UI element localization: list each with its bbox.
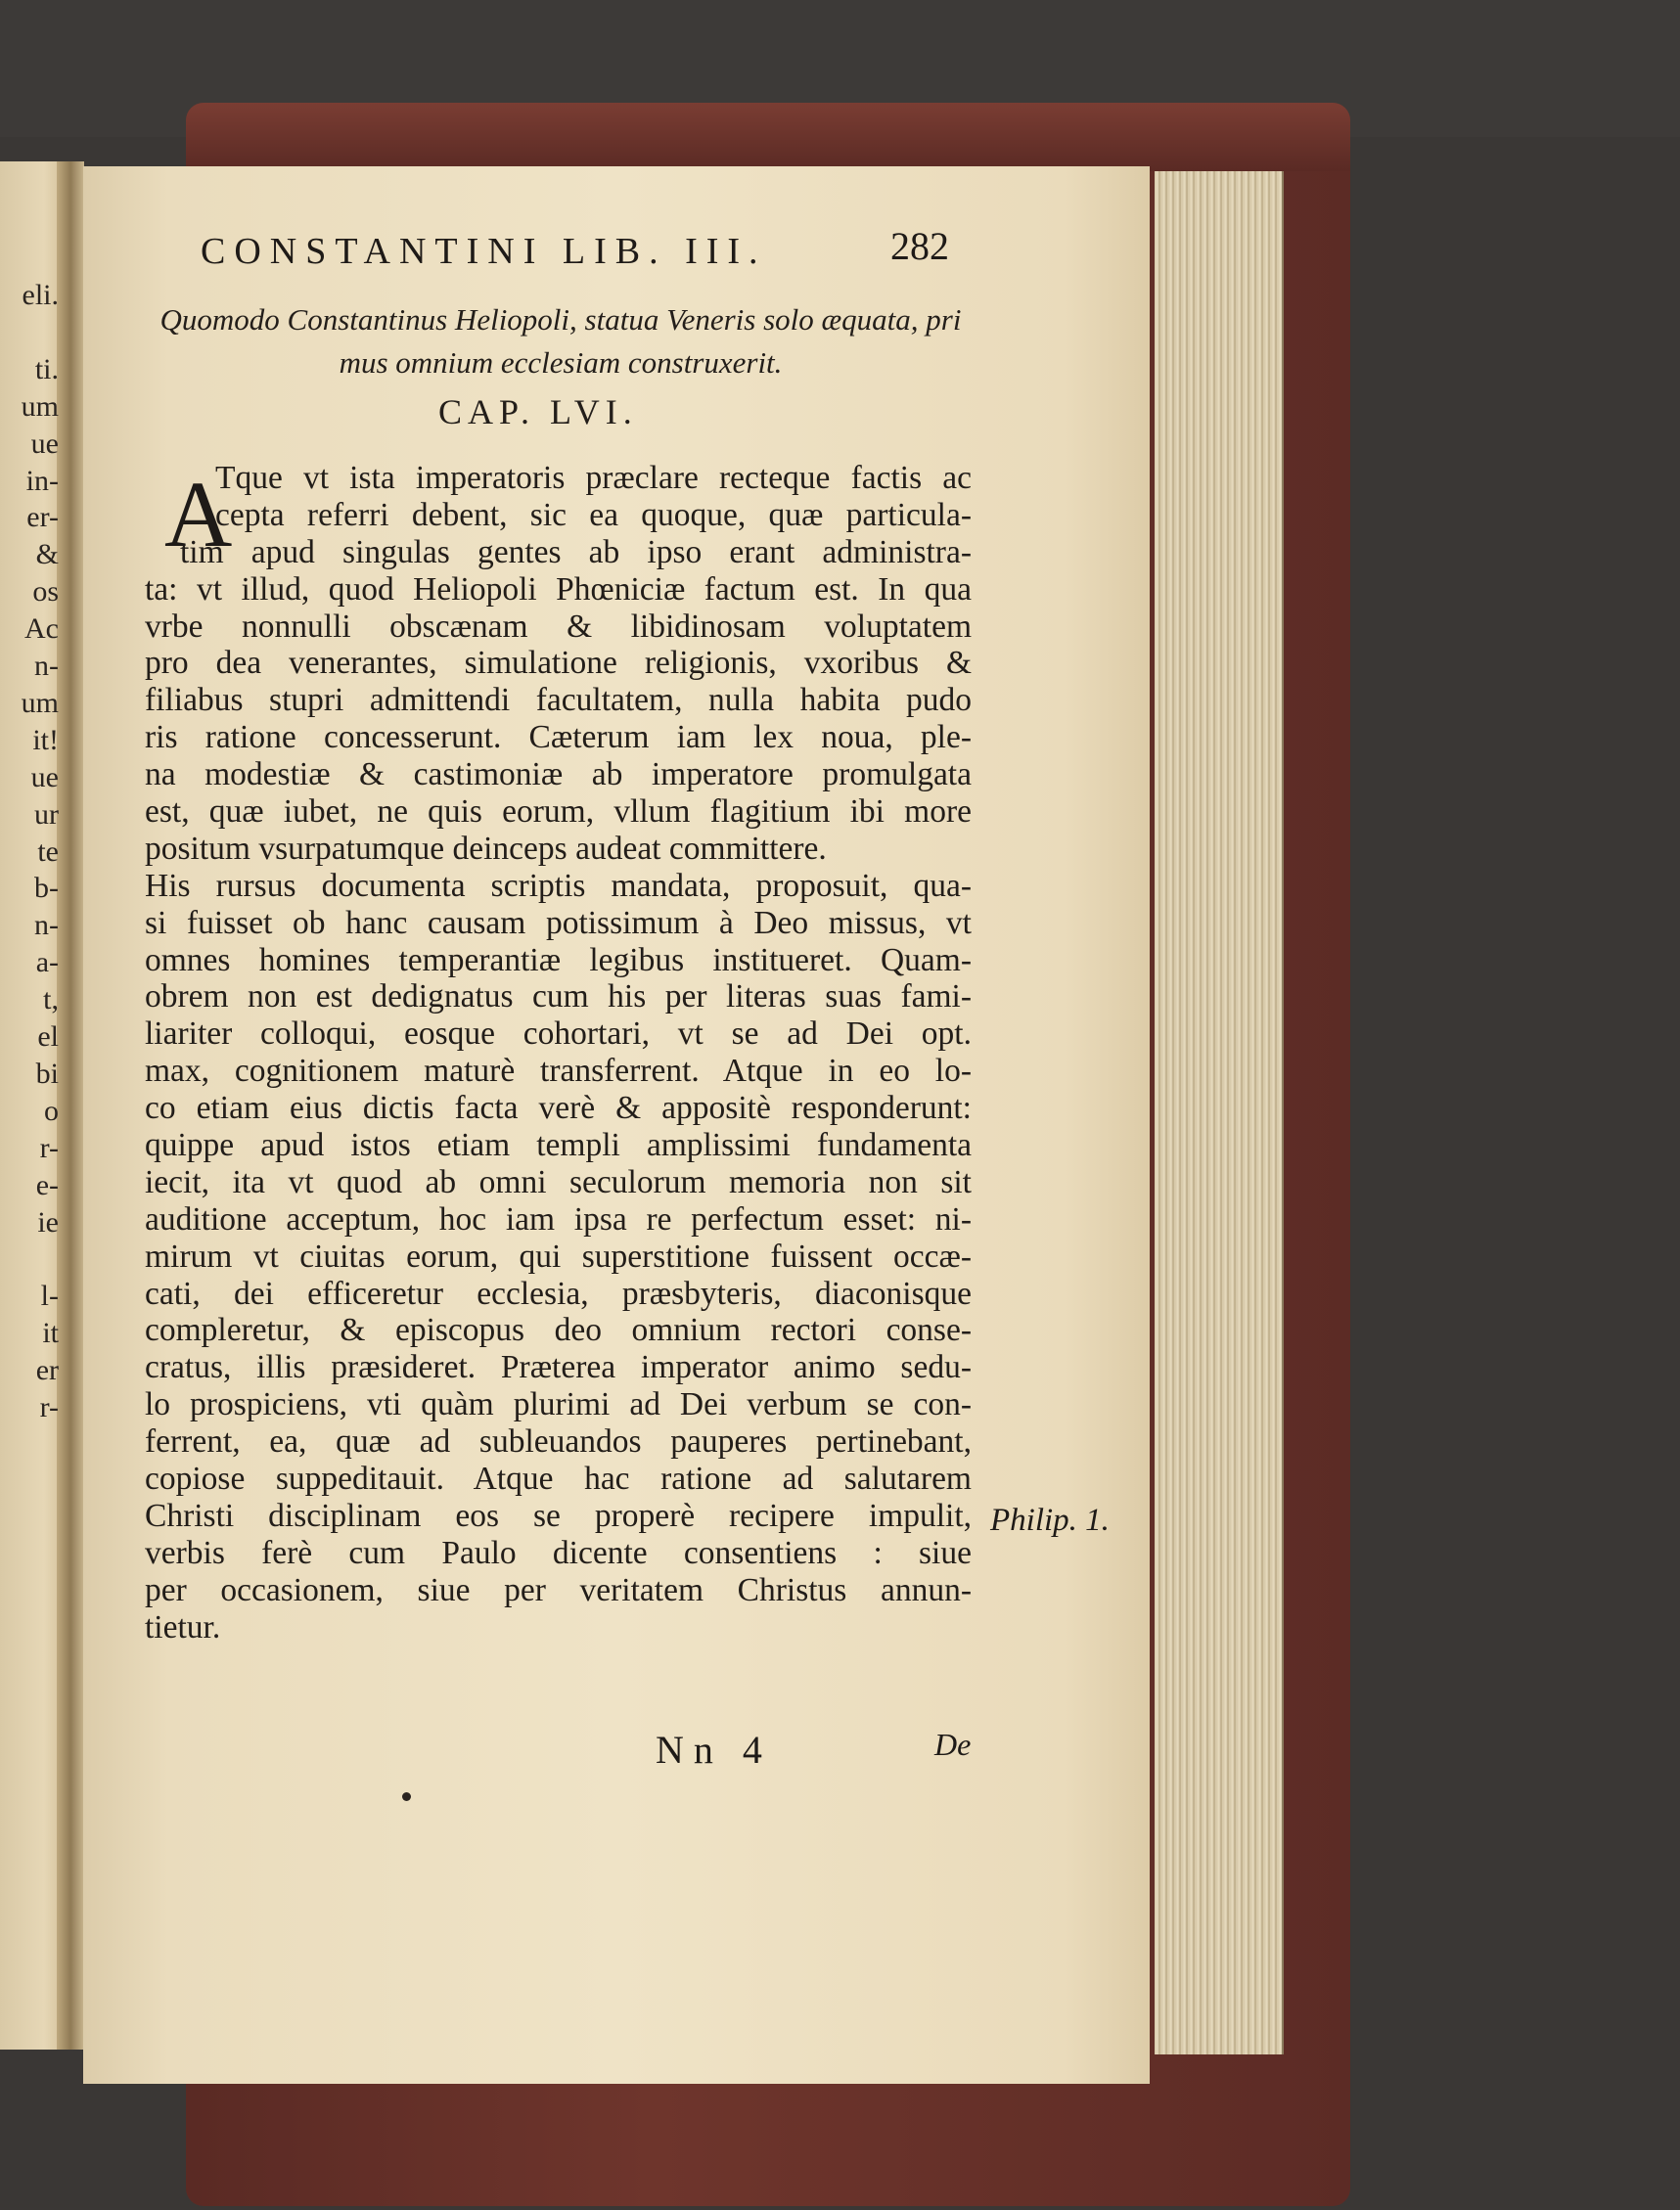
body-line: cepta referri debent, sic ea quoque, quæ particula- bbox=[215, 496, 972, 533]
chapter-title-line: Quomodo Constantinus Heliopoli, statua Veneris solo æquata, pri bbox=[159, 302, 962, 337]
body-line: auditione acceptum, hoc iam ipsa re perfectum esset: ni- bbox=[145, 1200, 972, 1238]
catchword: De bbox=[934, 1727, 972, 1762]
left-page-fragment: um bbox=[21, 686, 59, 719]
body-line: ris ratione concesserunt. Cæterum iam lex noua, ple- bbox=[145, 719, 972, 756]
left-page-fragment: te bbox=[37, 834, 59, 868]
left-page-fragment: n- bbox=[34, 909, 59, 942]
body-line: pro dea venerantes, simulatione religionis, vxoribus & bbox=[145, 645, 972, 682]
left-page-fragment: e- bbox=[35, 1168, 59, 1201]
left-page-fragment: er- bbox=[26, 501, 59, 534]
body-line: quippe apud istos etiam templi amplissimi fundamenta bbox=[145, 1127, 972, 1164]
left-page-fragment: ue bbox=[30, 427, 59, 460]
running-head: CONSTANTINI LIB. III. bbox=[201, 231, 767, 272]
left-page-fragment: bi bbox=[35, 1057, 59, 1090]
left-page-fragment: ur bbox=[34, 797, 59, 831]
left-page-fragment: it bbox=[42, 1317, 59, 1350]
left-page-fragment: in- bbox=[25, 464, 59, 497]
body-line: tim apud singulas gentes ab ipso erant administra- bbox=[180, 533, 972, 570]
left-page-fragment: ie bbox=[37, 1205, 59, 1239]
body-line: compleretur, & episcopus deo omnium rectori conse- bbox=[145, 1312, 972, 1349]
left-page-fragment: & bbox=[35, 538, 59, 571]
body-line: na modestiæ & castimoniæ ab imperatore promulgata bbox=[145, 756, 972, 793]
body-line: per occasionem, siue per veritatem Christus annun- bbox=[145, 1571, 972, 1608]
body-line: cratus, illis præsideret. Præterea imperator animo sedu- bbox=[145, 1349, 972, 1386]
body-line: est, quæ iubet, ne quis eorum, vllum flagitium ibi more bbox=[145, 793, 972, 831]
left-page-fragment: b- bbox=[34, 872, 59, 905]
body-line: cati, dei efficeretur ecclesia, præsbyteris, diaconisque bbox=[145, 1275, 972, 1312]
body-line: Christi disciplinam eos se properè recipere impulit, bbox=[145, 1497, 972, 1534]
body-line: filiabus stupri admittendi facultatem, nulla habita pudo bbox=[145, 682, 972, 719]
body-line: ta: vt illud, quod Heliopoli Phœniciæ factum est. In qua bbox=[145, 570, 972, 608]
body-line: Tque vt ista imperatoris præclare recteque factis ac bbox=[215, 460, 972, 496]
book-cover-top-edge bbox=[186, 103, 1350, 171]
body-line: omnes homines temperantiæ legibus institueret. Quam- bbox=[145, 941, 972, 978]
gutter bbox=[57, 161, 84, 2050]
body-line: max, cognitionem maturè transferrent. Atque in eo lo- bbox=[145, 1053, 972, 1090]
body-line: His rursus documenta scriptis mandata, proposuit, qua- bbox=[145, 867, 972, 904]
marginal-note: Philip. 1. bbox=[990, 1503, 1110, 1538]
signature-mark: Nn 4 bbox=[656, 1728, 772, 1772]
body-line: obrem non est dedignatus cum his per literas suas fami- bbox=[145, 978, 972, 1015]
page-block-edges bbox=[1155, 171, 1284, 2054]
left-page-fragment: a- bbox=[35, 946, 59, 979]
left-page-fragment: er bbox=[35, 1354, 59, 1387]
body-line: tietur. bbox=[145, 1608, 221, 1646]
chapter-title bbox=[145, 298, 976, 384]
left-page-fragment: ti. bbox=[34, 352, 59, 385]
body-line: vrbe nonnulli obscænam & libidinosam voluptatem bbox=[145, 608, 972, 645]
left-page-fragment: el bbox=[37, 1020, 59, 1053]
left-page-fragment: r- bbox=[39, 1391, 59, 1423]
body-text bbox=[145, 460, 972, 1646]
body-line: mirum vt ciuitas eorum, qui superstitione fuissent occæ- bbox=[145, 1238, 972, 1275]
body-line: positum vsurpatumque deinceps audeat committere. bbox=[145, 830, 827, 867]
body-line: si fuisset ob hanc causam potissimum à Deo missus, vt bbox=[145, 904, 972, 941]
left-page-fragment: os bbox=[32, 575, 59, 609]
drop-cap: A bbox=[164, 462, 233, 566]
left-page-fragment: it! bbox=[32, 723, 59, 756]
chapter-number: CAP. LVI. bbox=[438, 392, 638, 431]
body-line: lo prospiciens, vti quàm plurimi ad Dei verbum se con- bbox=[145, 1386, 972, 1423]
left-page-fragment: l- bbox=[40, 1280, 59, 1313]
body-line: copiose suppeditauit. Atque hac ratione ad salutarem bbox=[145, 1461, 972, 1498]
left-page-fragment: um bbox=[21, 389, 59, 423]
left-page-fragment: r- bbox=[39, 1131, 59, 1164]
ink-spot bbox=[402, 1792, 411, 1801]
body-line: verbis ferè cum Paulo dicente consentiens : siue bbox=[145, 1534, 972, 1571]
body-line: ferrent, ea, quæ ad subleuandos pauperes pertinebant, bbox=[145, 1423, 972, 1461]
chapter-title-line: mus omnium ecclesiam construxerit. bbox=[339, 345, 783, 380]
body-line: iecit, ita vt quod ab omni seculorum memoria non sit bbox=[145, 1163, 972, 1200]
body-line: co etiam eius dictis facta verè & appositè responderunt: bbox=[145, 1090, 972, 1127]
left-page-fragment: Ac bbox=[24, 612, 59, 646]
left-page-fragment: t, bbox=[43, 983, 59, 1016]
page-number: 282 bbox=[890, 224, 949, 268]
left-page-fragment: eli. bbox=[22, 279, 59, 311]
body-line: liariter colloqui, eosque cohortari, vt se ad Dei opt. bbox=[145, 1015, 972, 1053]
left-page-fragment: n- bbox=[34, 650, 59, 682]
left-page-fragment: o bbox=[44, 1094, 59, 1127]
left-page-fragment: ue bbox=[30, 760, 59, 793]
